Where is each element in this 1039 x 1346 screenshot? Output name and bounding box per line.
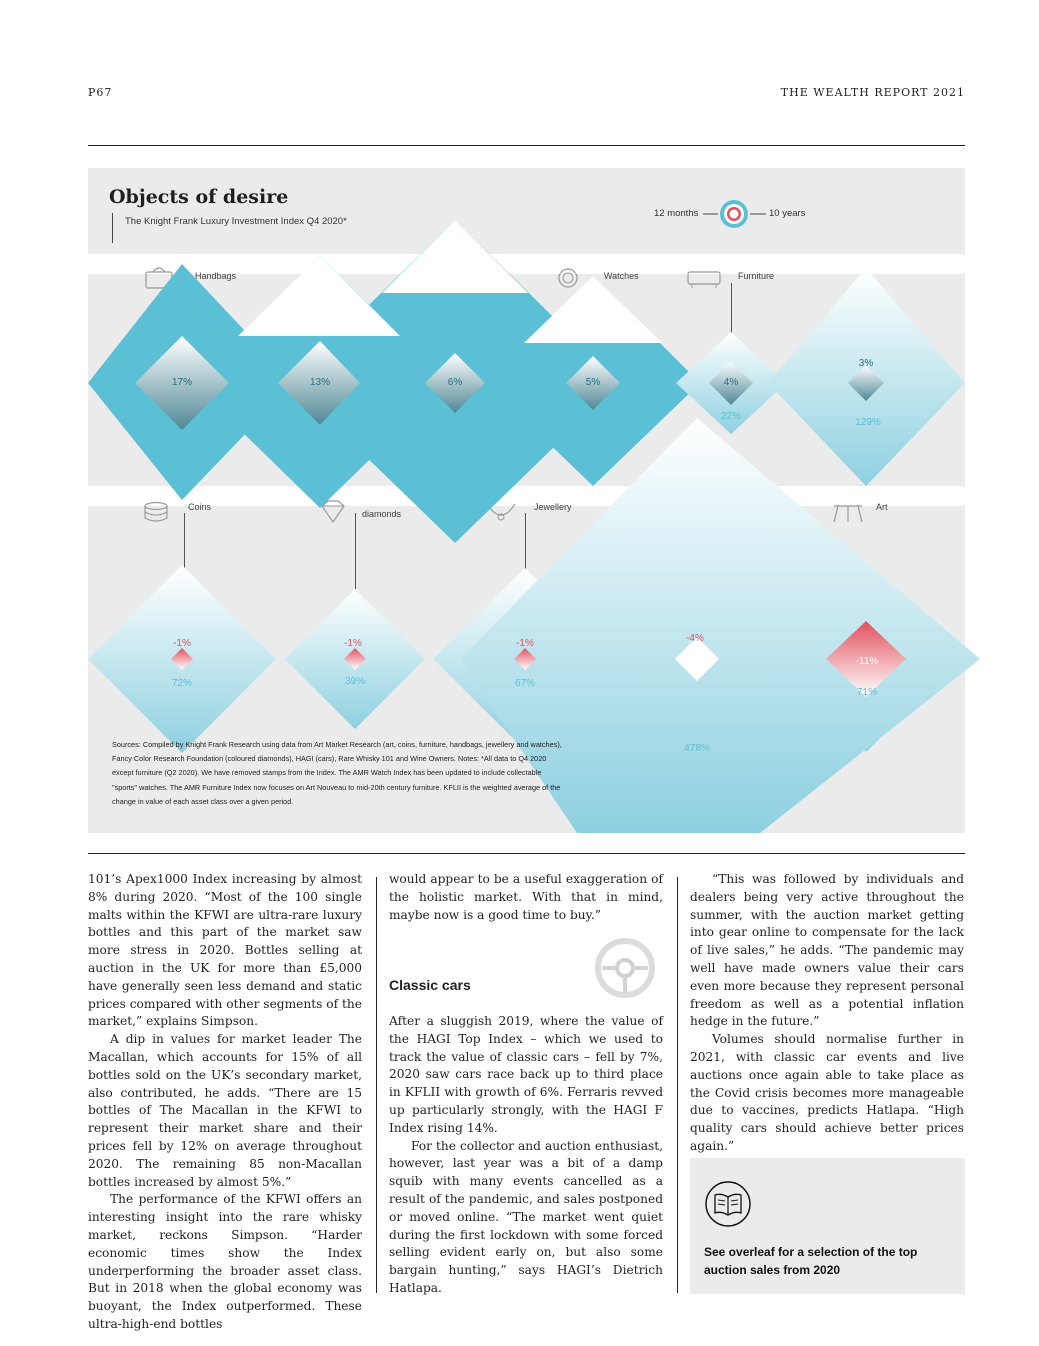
category-handbags: Handbags [195,271,237,281]
col2-12m-label: 13% [309,377,331,388]
paragraph: 101’s Apex1000 Index increasing by almost 8% during 2020. “Most of the 100 single malts within the KFWI are ultra-rare luxury bottles and this part of the market saw more stress in 2020. Bottles selling at auction in the UK for more than £5,000 have generally seen less demand and static prices compared with other segments of the market,” explains Simpson. [88,872,362,1029]
col6-10y-label: 129% [855,417,881,428]
chart-title: Objects of desire [109,186,289,208]
paragraph: For the collector and auction enthusiast, however, last year was a bit of a damp squib with many events cancelled as a result of the pandemic, and sales postponed or moved online. “The market went quiet during the first lockdown with some forced selling evident early on, but also some bargain hunting,” says HAGI’s Dietrich Hatlapa. [389,1138,663,1295]
rare-whisky-12m-label: -4% [686,633,704,644]
paragraph: Volumes should normalise further in 2021, with classic car events and live auctions once again able to take place as the Covid crisis becomes more manageable due to vaccines, predicts Hatlapa. “High quality cars should achieve better prices again.” [690,1032,964,1153]
coins-12m-label: -1% [173,638,191,649]
category-coloured-diamonds: diamonds [362,509,402,519]
category-jewellery: Jewellery [534,502,572,512]
callout-link-text[interactable]: See overleaf for a selection of the top auction sales from 2020 [704,1245,918,1277]
furniture-12m-label: 4% [723,377,739,388]
jewellery-10y-label: 67% [514,678,536,689]
diamonds-12m-label: -1% [344,638,362,649]
watches-12m-label: 5% [585,377,601,388]
category-furniture: Furniture [738,271,775,281]
art-12m-label: -11% [855,656,879,667]
article-column-1 [88,871,362,1334]
paragraph: A dip in values for market leader The Macallan, which accounts for 15% of all bottles sold on the UK’s secondary market, also contributed, he adds. “There are 15 bottles of The Macallan in the KFWI to represent their market share and their prices fell by 12% on average throughout 2020. The remaining 85 non-Macallan bottles increased by almost 5%.” [88,1032,362,1189]
paragraph: After a sluggish 2019, where the value of the HAGI Top Index – which we used to track the value of classic cars – fell by 7%, 2020 saw cars race back up to third place in KFLII with growth of 6%. Ferraris revved up particularly strongly, with the HAGI F Index rising 14%. [389,1014,663,1135]
steering-wheel-icon [592,935,658,1001]
article-column-2 [389,871,663,924]
legend-12-months: 12 months [654,208,699,219]
open-book-icon [704,1180,752,1228]
furniture-10y-label: 22% [720,411,742,422]
jewellery-12m-label: -1% [516,638,534,649]
paragraph: The performance of the KFWI offers an interesting insight into the rare whisky market, reckons Simpson. “Harder economic times show the Index underperforming the broader asset class. But in 2018 when the global economy was buoyant, the Index outperformed. These ultra-high-end bottles [88,1192,362,1331]
coins-10y-label: 72% [171,678,193,689]
category-art: Art [876,502,888,512]
article-column-2-continued [389,1013,663,1298]
bottom-rule [88,853,965,854]
diamonds-10y-label: 39% [344,676,366,687]
handbags-12m-label: 17% [171,377,193,388]
col6-12m-label: 3% [858,358,874,369]
col3-12m-label: 6% [447,377,463,388]
category-coins: Coins [188,502,212,512]
section-heading-classic-cars: Classic cars [389,977,471,993]
category-watches: Watches [604,271,639,281]
chart-subtitle: The Knight Frank Luxury Investment Index Q4 2020* [125,216,347,227]
paragraph: “This was followed by individuals and dealers being very active throughout the summer, with the auction market getting into gear online to compensate for the lack of live sales,” he adds. “The pandemic may well have made owners value their cars even more because they represent personal freedom as well as a potential inflation hedge in the future.” [690,872,964,1029]
page-number: P67 [88,86,113,99]
chart-sources-notes: Sources: Compiled by Knight Frank Research using data from Art Market Research (art, coins, furniture, handbags, jewellery and watches), Fancy Color Research Foundation (coloured diamonds), HAGI (cars), Rare Whisky 101 and Wine Owners. Notes: *All data to Q4 2020 except furniture (Q2 2020). We have removed stamps from the Index. The AMR Watch Index has been updated to include collectable "sports" watches. The AMR Furniture Index now focuses on Art Nouveau to mid-20th century furniture. KFLII is the weighted average of the change in value of each asset class over a given period. [112,740,562,806]
rare-whisky-10y-label: 478% [684,743,710,754]
legend-10-years: 10 years [769,208,806,219]
paragraph: would appear to be a useful exaggeration of the holistic market. With that in mind, maybe now is a good time to buy.” [389,872,663,922]
column-divider [677,877,678,1293]
art-10y-label: 71% [856,687,878,698]
column-divider [376,877,377,1293]
publication-title: THE WEALTH REPORT 2021 [780,86,965,99]
article-column-3 [690,871,964,1156]
